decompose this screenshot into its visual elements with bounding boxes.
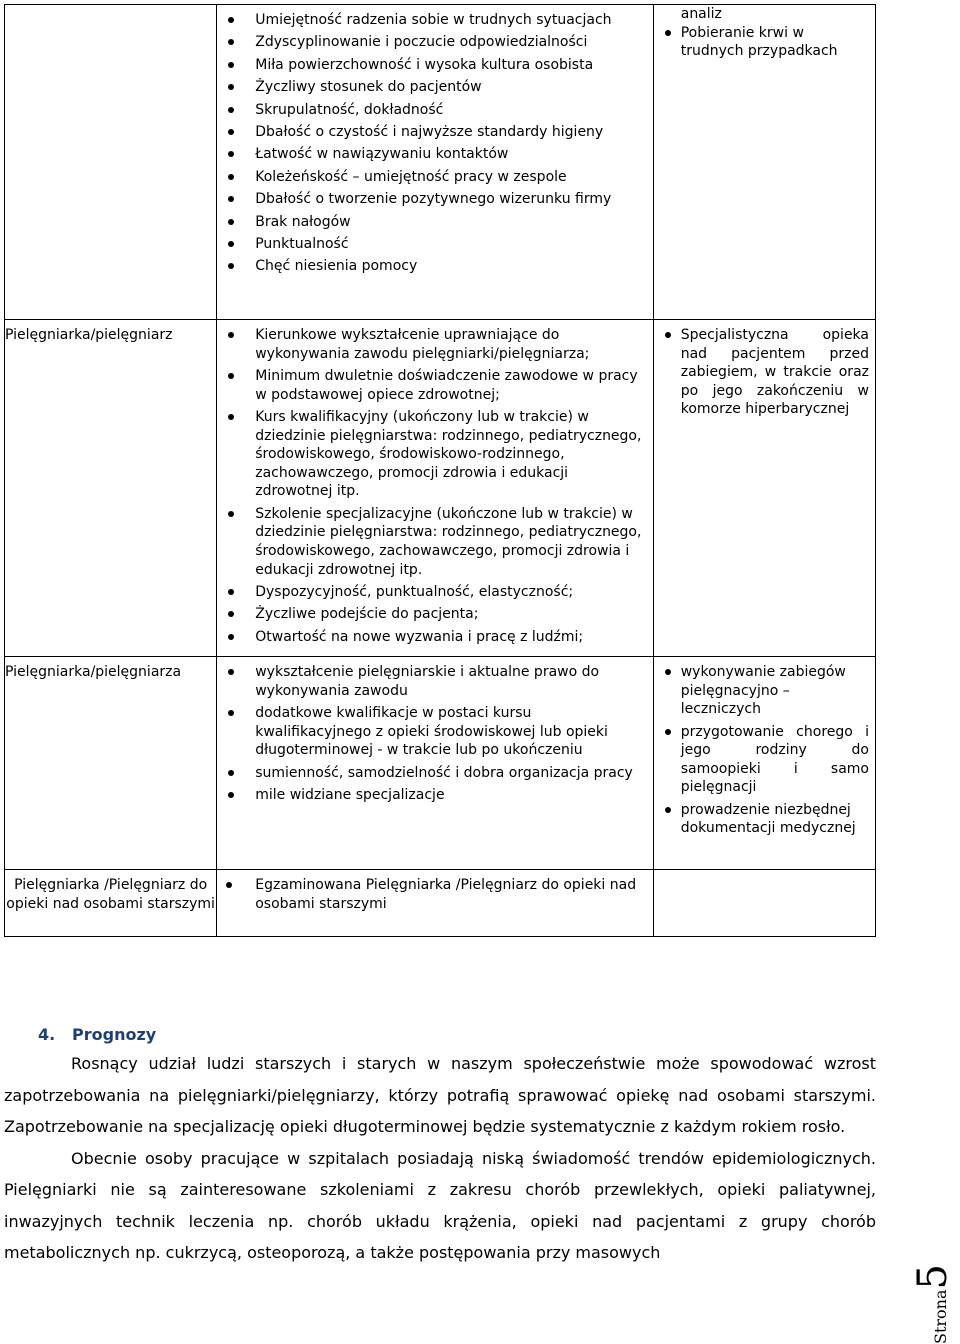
role-cell: [5, 5, 217, 320]
prognozy-section: [4, 1022, 876, 1269]
bullet-icon: [228, 17, 234, 23]
list-item: dodatkowe kwalifikacje w postaci kursu kwalifikacyjnego z opieki środowiskowej lub opieki długoterminowej - w trakcie lub po ukończeniu: [217, 704, 653, 760]
requirements-list: [217, 663, 653, 805]
page-label-word: Strona: [931, 1289, 950, 1344]
bullet-icon: [665, 729, 671, 735]
bullet-icon: [228, 263, 234, 269]
bullet-icon: [228, 511, 234, 517]
list-item: Punktualność: [217, 235, 653, 254]
list-item: Skrupulatność, dokładność: [217, 101, 653, 120]
list-item: Brak nałogów: [217, 213, 653, 232]
list-item: Umiejętność radzenia sobie w trudnych sytuacjach: [217, 11, 653, 30]
bullet-icon: [228, 129, 234, 135]
bullet-icon: [665, 669, 671, 675]
page-label-number: 5: [910, 1264, 956, 1290]
requirements-list: [217, 11, 653, 276]
bullet-icon: [665, 30, 671, 36]
tasks-cell: [653, 657, 875, 870]
table-row: [5, 5, 876, 320]
bullet-icon: [228, 634, 234, 640]
role-cell: Pielęgniarka /Pielęgniarz do opieki nad osobami starszymi: [5, 870, 217, 937]
table-row: [5, 320, 876, 657]
list-item: Szkolenie specjalizacyjne (ukończone lub w trakcie) w dziedzinie pielęgniarstwa: rodzinnego, pediatrycznego, środowiskowego, zachowawczego, promocji zdrowia i edukacji zdrowotnej itp.: [217, 505, 653, 579]
requirements-list: [217, 876, 653, 913]
requirements-cell: [217, 5, 654, 320]
tasks-list: [654, 24, 875, 61]
bullet-icon: [228, 107, 234, 113]
list-item: Otwartość na nowe wyzwania i pracę z ludźmi;: [217, 628, 653, 647]
bullet-icon: [228, 792, 234, 798]
requirements-cell: [217, 657, 654, 870]
requirements-list: [217, 326, 653, 646]
table-row: [5, 870, 876, 937]
bullet-icon: [228, 611, 234, 617]
bullet-icon: [228, 39, 234, 45]
table-row: [5, 657, 876, 870]
paragraph: Rosnący udział ludzi starszych i starych w naszym społeczeństwie może spowodować wzrost zapotrzebowania na pielęgniarki/pielęgniarzy, którzy potrafią sprawować opiekę nad osobami starszymi. Zapotrzebowanie na specjalizację opieki długoterminowej będzie systematycznie z każdym rokiem rosło.: [4, 1054, 876, 1136]
requirements-cell: [217, 320, 654, 657]
list-item: Miła powierzchowność i wysoka kultura osobista: [217, 56, 653, 75]
tasks-list: [654, 326, 875, 419]
section-number: 4.: [38, 1025, 56, 1044]
bullet-icon: [228, 332, 234, 338]
list-item: Egzaminowana Pielęgniarka /Pielęgniarz do opieki nad osobami starszymi: [217, 876, 653, 913]
list-item: Życzliwy stosunek do pacjentów: [217, 78, 653, 97]
tasks-cell: [653, 320, 875, 657]
list-item: Pobieranie krwi w trudnych przypadkach: [654, 24, 875, 61]
tasks-lead-text: analiz: [680, 6, 722, 22]
section-heading: [38, 1022, 876, 1048]
list-item: mile widziane specjalizacje: [217, 786, 653, 805]
bullet-icon: [665, 332, 671, 338]
bullet-icon: [226, 882, 232, 888]
bullet-icon: [228, 770, 234, 776]
requirements-cell: [217, 870, 654, 937]
list-item: Dbałość o tworzenie pozytywnego wizerunku firmy: [217, 190, 653, 209]
bullet-icon: [228, 414, 234, 420]
bullet-icon: [228, 241, 234, 247]
section-title: Prognozy: [72, 1025, 157, 1044]
bullet-icon: [228, 62, 234, 68]
bullet-icon: [228, 174, 234, 180]
bullet-icon: [228, 196, 234, 202]
bullet-icon: [228, 373, 234, 379]
paragraph: Obecnie osoby pracujące w szpitalach posiadają niską świadomość trendów epidemiologicznych. Pielęgniarki nie są zainteresowane szkoleniami z zakresu chorób przewlekłych, opieki paliatywnej, inwazyjnych technik leczenia np. chorób układu krążenia, opieki nad pacjentami z grupy chorób metabolicznych np. cukrzycą, osteoporozą, a także postępowania przy masowych: [4, 1148, 876, 1262]
requirements-table: [4, 4, 876, 937]
tasks-list: [654, 663, 875, 838]
list-item: Dyspozycyjność, punktualność, elastyczność;: [217, 583, 653, 602]
tasks-cell: [653, 870, 875, 937]
bullet-icon: [665, 807, 671, 813]
list-item: Chęć niesienia pomocy: [217, 257, 653, 276]
page-number: [910, 1258, 960, 1344]
list-item: Kurs kwalifikacyjny (ukończony lub w trakcie) w dziedzinie pielęgniarstwa: rodzinnego, pediatrycznego, środowiskowego, środowiskowo-rodzinnego, zachowawczego, promocji zdrowia i edukacji zdrowotnej itp.: [217, 408, 653, 501]
bullet-icon: [228, 589, 234, 595]
list-item: Koleżeńskość – umiejętność pracy w zespole: [217, 168, 653, 187]
bullet-icon: [228, 669, 234, 675]
list-item: sumienność, samodzielność i dobra organizacja pracy: [217, 764, 653, 783]
tasks-cell: [653, 5, 875, 320]
list-item: Kierunkowe wykształcenie uprawniające do wykonywania zawodu pielęgniarki/pielęgniarza;: [217, 326, 653, 363]
bullet-icon: [228, 151, 234, 157]
list-item: przygotowanie chorego i jego rodziny do samoopieki i samo pielęgnacji: [654, 723, 875, 797]
list-item: Dbałość o czystość i najwyższe standardy higieny: [217, 123, 653, 142]
list-item: Życzliwe podejście do pacjenta;: [217, 605, 653, 624]
bullet-icon: [228, 219, 234, 225]
list-item: Specjalistyczna opieka nad pacjentem przed zabiegiem, w trakcie oraz po jego zakończeniu w komorze hiperbarycznej: [654, 326, 875, 419]
role-cell: Pielęgniarka/pielęgniarza: [5, 657, 217, 870]
list-item: Zdyscyplinowanie i poczucie odpowiedzialności: [217, 33, 653, 52]
list-item: Łatwość w nawiązywaniu kontaktów: [217, 145, 653, 164]
list-item: wykształcenie pielęgniarskie i aktualne prawo do wykonywania zawodu: [217, 663, 653, 700]
list-item: wykonywanie zabiegów pielęgnacyjno – leczniczych: [654, 663, 875, 719]
list-item: Minimum dwuletnie doświadczenie zawodowe w pracy w podstawowej opiece zdrowotnej;: [217, 367, 653, 404]
bullet-icon: [228, 710, 234, 716]
list-item: prowadzenie niezbędnej dokumentacji medycznej: [654, 801, 875, 838]
role-cell: Pielęgniarka/pielęgniarz: [5, 320, 217, 657]
bullet-icon: [228, 84, 234, 90]
